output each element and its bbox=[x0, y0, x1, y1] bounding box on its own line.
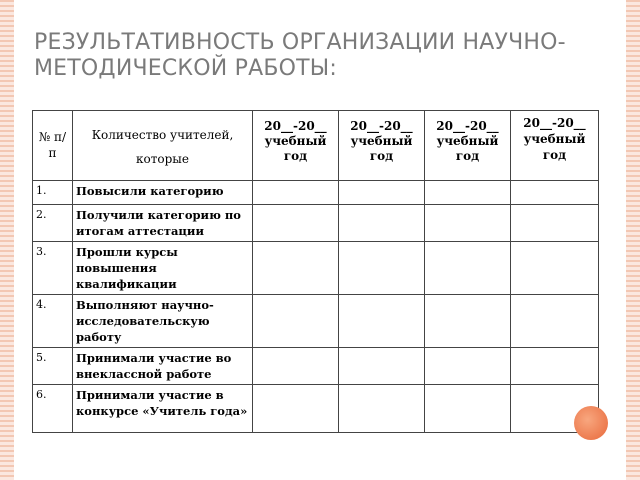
row-number: 5. bbox=[33, 348, 73, 385]
cell-year-4 bbox=[511, 205, 599, 242]
cell-year-2 bbox=[339, 242, 425, 295]
row-label: Принимали участие во внеклассной работе bbox=[73, 348, 253, 385]
row-number: 1. bbox=[33, 181, 73, 205]
row-number: 6. bbox=[33, 385, 73, 433]
header-year-2: 20__-20__ учебный год bbox=[339, 111, 425, 181]
cell-year-4 bbox=[511, 242, 599, 295]
cell-year-3 bbox=[425, 385, 511, 433]
cell-year-1 bbox=[253, 181, 339, 205]
slide-title: РЕЗУЛЬТАТИВНОСТЬ ОРГАНИЗАЦИИ НАУЧНО-МЕТОДИЧЕСКОЙ РАБОТЫ: bbox=[34, 30, 566, 81]
cell-year-4 bbox=[511, 348, 599, 385]
results-table bbox=[32, 110, 599, 433]
row-label: Повысили категорию bbox=[73, 181, 253, 205]
row-label: Прошли курсы повышения квалификации bbox=[73, 242, 253, 295]
header-number: № п/п bbox=[33, 111, 73, 181]
cell-year-2 bbox=[339, 348, 425, 385]
table-row bbox=[33, 181, 599, 205]
table-row bbox=[33, 242, 599, 295]
right-decorative-stripe bbox=[626, 0, 640, 480]
cell-year-4 bbox=[511, 181, 599, 205]
table-row bbox=[33, 295, 599, 348]
cell-year-2 bbox=[339, 205, 425, 242]
cell-year-2 bbox=[339, 295, 425, 348]
cell-year-2 bbox=[339, 385, 425, 433]
table-row bbox=[33, 385, 599, 433]
table-row bbox=[33, 348, 599, 385]
table-row bbox=[33, 205, 599, 242]
table-header-row bbox=[33, 111, 599, 181]
cell-year-1 bbox=[253, 348, 339, 385]
cell-year-3 bbox=[425, 295, 511, 348]
cell-year-4 bbox=[511, 295, 599, 348]
row-number: 4. bbox=[33, 295, 73, 348]
header-teacher-count: Количество учителей, которые bbox=[73, 111, 253, 181]
header-year-4: 20__-20__ учебный год bbox=[511, 111, 599, 181]
cell-year-1 bbox=[253, 205, 339, 242]
row-number: 2. bbox=[33, 205, 73, 242]
row-label: Выполняют научно-исследовательскую работу bbox=[73, 295, 253, 348]
left-decorative-stripe bbox=[0, 0, 14, 480]
row-label: Принимали участие в конкурсе «Учитель года» bbox=[73, 385, 253, 433]
cell-year-1 bbox=[253, 242, 339, 295]
cell-year-1 bbox=[253, 385, 339, 433]
cell-year-3 bbox=[425, 181, 511, 205]
row-label: Получили категорию по итогам аттестации bbox=[73, 205, 253, 242]
cell-year-2 bbox=[339, 181, 425, 205]
header-year-1: 20__-20__ учебный год bbox=[253, 111, 339, 181]
cell-year-1 bbox=[253, 295, 339, 348]
cell-year-3 bbox=[425, 242, 511, 295]
cell-year-3 bbox=[425, 205, 511, 242]
row-number: 3. bbox=[33, 242, 73, 295]
header-year-3: 20__-20__ учебный год bbox=[425, 111, 511, 181]
cell-year-3 bbox=[425, 348, 511, 385]
decorative-circle bbox=[574, 406, 608, 440]
